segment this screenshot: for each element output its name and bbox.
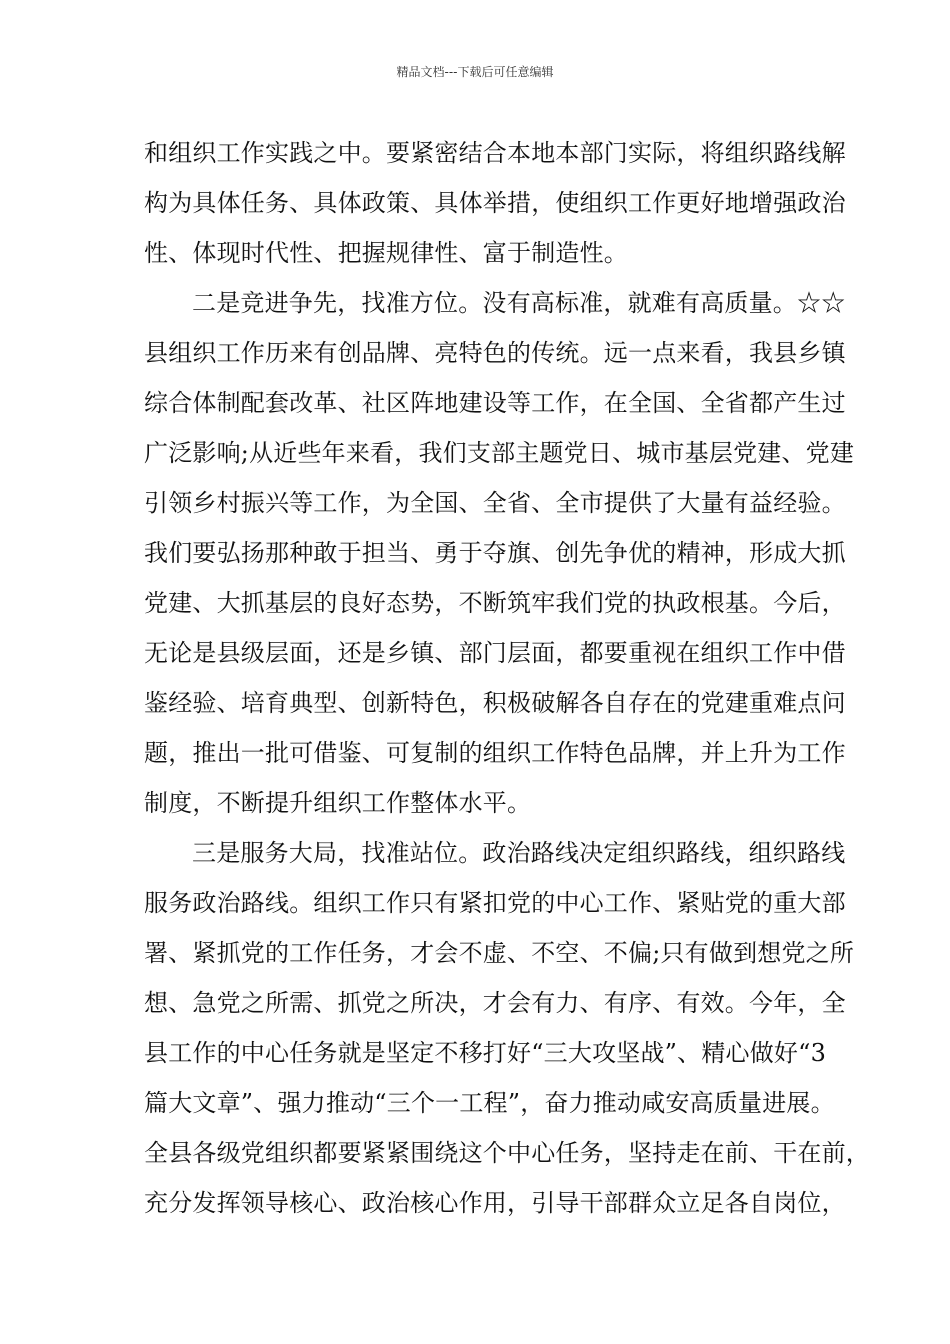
text-line: 无论是县级层面，还是乡镇、部门层面，都要重视在组织工作中借 [144,639,846,667]
text-line: 题，推出一批可借鉴、可复制的组织工作特色品牌，并上升为工作 [144,739,846,767]
page-header: 精品文档---下载后可任意编辑 [396,65,554,79]
text-line: 县工作的中心任务就是坚定不移打好“三大攻坚战”、精心做好“3 [144,1039,827,1067]
document-body [144,128,870,1228]
text-line: 引领乡村振兴等工作，为全国、全省、全市提供了大量有益经验。 [144,489,846,517]
text-line: 三是服务大局，找准站位。政治路线决定组织路线，组织路线 [192,839,846,867]
text-line: 制度，不断提升组织工作整体水平。 [144,789,532,817]
text-line: 篇大文章”、强力推动“三个一工程”，奋力推动咸安高质量进展。 [144,1089,835,1117]
text-line: 全县各级党组织都要紧紧围绕这个中心任务，坚持走在前、干在前， [144,1139,870,1167]
text-line: 广泛影响;从近些年来看，我们支部主题党日、城市基层党建、党建 [144,439,855,467]
text-line: 县组织工作历来有创品牌、亮特色的传统。远一点来看，我县乡镇 [144,339,846,367]
text-line: 充分发挥领导核心、政治核心作用，引导干部群众立足各自岗位， [144,1189,846,1217]
text-line: 署、紧抓党的工作任务，才会不虚、不空、不偏;只有做到想党之所 [144,939,855,967]
text-line: 想、急党之所需、抓党之所决，才会有力、有序、有效。今年，全 [144,989,846,1017]
text-line: 鉴经验、培育典型、创新特色，积极破解各自存在的党建重难点问 [144,689,846,717]
text-line: 综合体制配套改革、社区阵地建设等工作，在全国、全省都产生过 [144,389,846,417]
text-line: 构为具体任务、具体政策、具体举措，使组织工作更好地增强政治 [144,189,846,217]
text-line: 党建、大抓基层的良好态势，不断筑牢我们党的执政根基。今后， [144,589,846,617]
text-line: 服务政治路线。组织工作只有紧扣党的中心工作、紧贴党的重大部 [144,889,846,917]
text-line: 和组织工作实践之中。要紧密结合本地本部门实际，将组织路线解 [144,139,846,167]
text-line: 二是竞进争先，找准方位。没有高标准，就难有高质量。☆☆ [192,289,846,317]
text-line: 我们要弘扬那种敢于担当、勇于夺旗、创先争优的精神，形成大抓 [144,539,846,567]
text-line: 性、体现时代性、把握规律性、富于制造性。 [144,239,628,267]
